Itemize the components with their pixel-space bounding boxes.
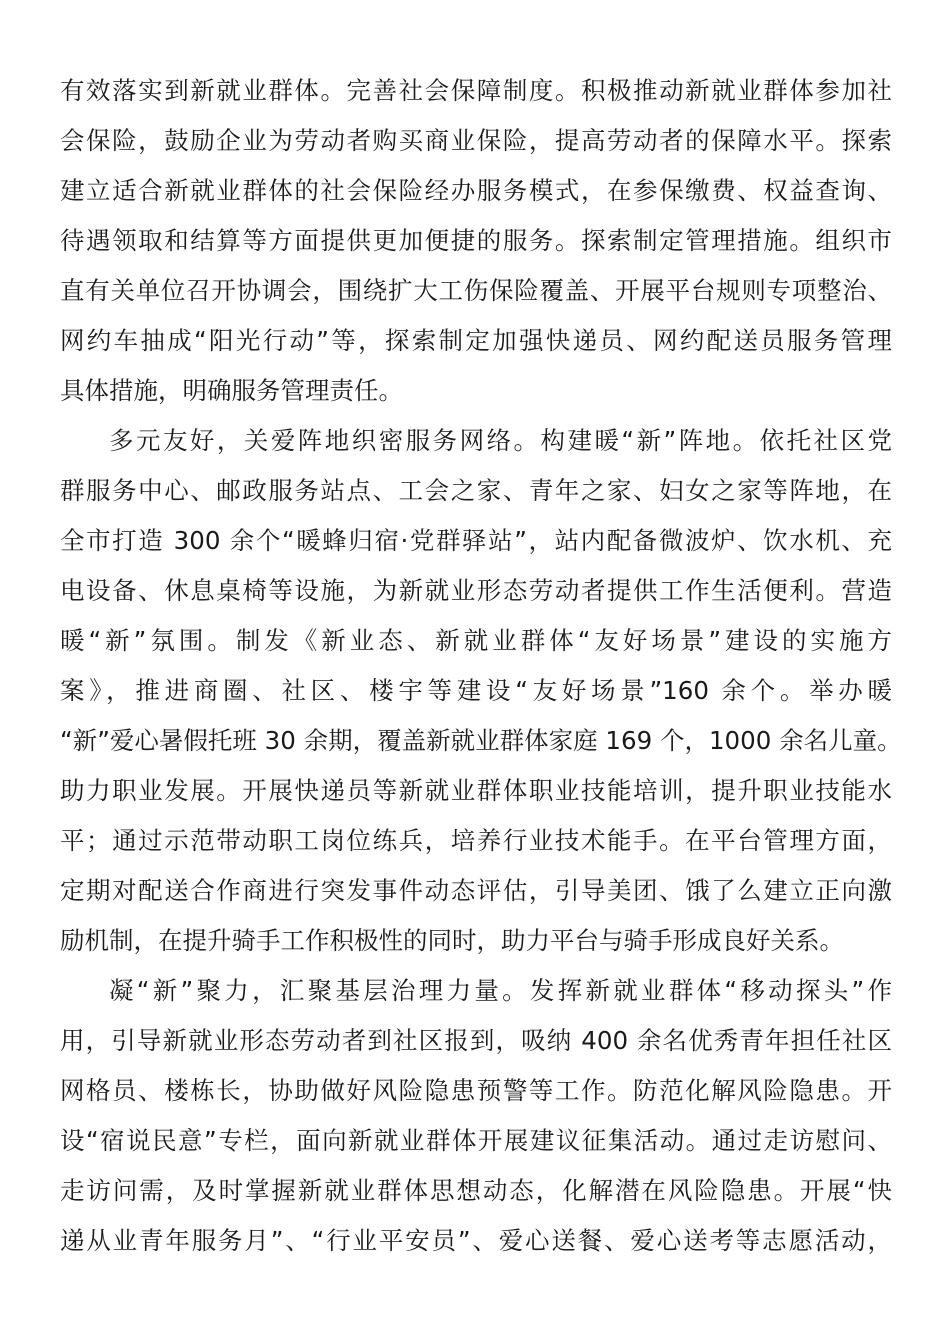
text-line: 走访问需，及时掌握新就业群体思想动态，化解潜在风险隐患。开展“快 bbox=[60, 1176, 892, 1205]
text-line: 待遇领取和结算等方面提供更加便捷的服务。探索制定管理措施。组织市 bbox=[60, 226, 892, 255]
text-line: 网格员、楼栋长，协助做好风险隐患预警等工作。防范化解风险隐患。开 bbox=[60, 1076, 892, 1105]
text-line: 具体措施，明确服务管理责任。 bbox=[60, 376, 403, 405]
document-body bbox=[60, 66, 902, 1266]
text-line: 用，引导新就业形态劳动者到社区报到，吸纳 400 余名优秀青年担任社区 bbox=[60, 1026, 892, 1055]
text-line: 励机制，在提升骑手工作积极性的同时，助力平台与骑手形成良好关系。 bbox=[60, 926, 844, 955]
text-line: 直有关单位召开协调会，围绕扩大工伤保险覆盖、开展平台规则专项整治、 bbox=[60, 276, 892, 305]
text-line: 电设备、休息桌椅等设施，为新就业形态劳动者提供工作生活便利。营造 bbox=[60, 576, 892, 605]
text-line: 全市打造 300 余个“暖蜂归宿·党群驿站”，站内配备微波炉、饮水机、充 bbox=[60, 526, 892, 555]
paragraph-care-network bbox=[60, 416, 902, 966]
text-line: 案》，推进商圈、社区、楼宇等建设“友好场景”160 余个。举办暖 bbox=[60, 676, 892, 705]
paragraph-grassroots-governance bbox=[60, 966, 892, 1266]
text-line: 定期对配送合作商进行突发事件动态评估，引导美团、饿了么建立正向激 bbox=[60, 876, 892, 905]
text-line: 有效落实到新就业群体。完善社会保障制度。积极推动新就业群体参加社 bbox=[60, 76, 892, 105]
paragraph-social-security bbox=[60, 66, 892, 416]
text-line: 设“宿说民意”专栏，面向新就业群体开展建议征集活动。通过走访慰问、 bbox=[60, 1126, 892, 1155]
text-line: 暖“新”氛围。制发《新业态、新就业群体“友好场景”建设的实施方 bbox=[60, 626, 892, 655]
text-line: 平；通过示范带动职工岗位练兵，培养行业技术能手。在平台管理方面， bbox=[60, 826, 892, 855]
text-line: 递从业青年服务月”、“行业平安员”、爱心送餐、爱心送考等志愿活动， bbox=[60, 1226, 892, 1255]
text-line: 助力职业发展。开展快递员等新就业群体职业技能培训，提升职业技能水 bbox=[60, 776, 892, 805]
text-line: 会保险，鼓励企业为劳动者购买商业保险，提高劳动者的保障水平。探索 bbox=[60, 126, 892, 155]
text-line: 多元友好，关爱阵地织密服务网络。构建暖“新”阵地。依托社区党 bbox=[109, 426, 892, 455]
text-line: 网约车抽成“阳光行动”等，探索制定加强快递员、网约配送员服务管理 bbox=[60, 326, 892, 355]
text-line: 建立适合新就业群体的社会保险经办服务模式，在参保缴费、权益查询、 bbox=[60, 176, 892, 205]
text-line: “新”爱心暑假托班 30 余期，覆盖新就业群体家庭 169 个，1000 余名儿童。 bbox=[60, 726, 902, 755]
text-line: 凝“新”聚力，汇聚基层治理力量。发挥新就业群体“移动探头”作 bbox=[109, 976, 892, 1005]
text-line: 群服务中心、邮政服务站点、工会之家、青年之家、妇女之家等阵地，在 bbox=[60, 476, 892, 505]
